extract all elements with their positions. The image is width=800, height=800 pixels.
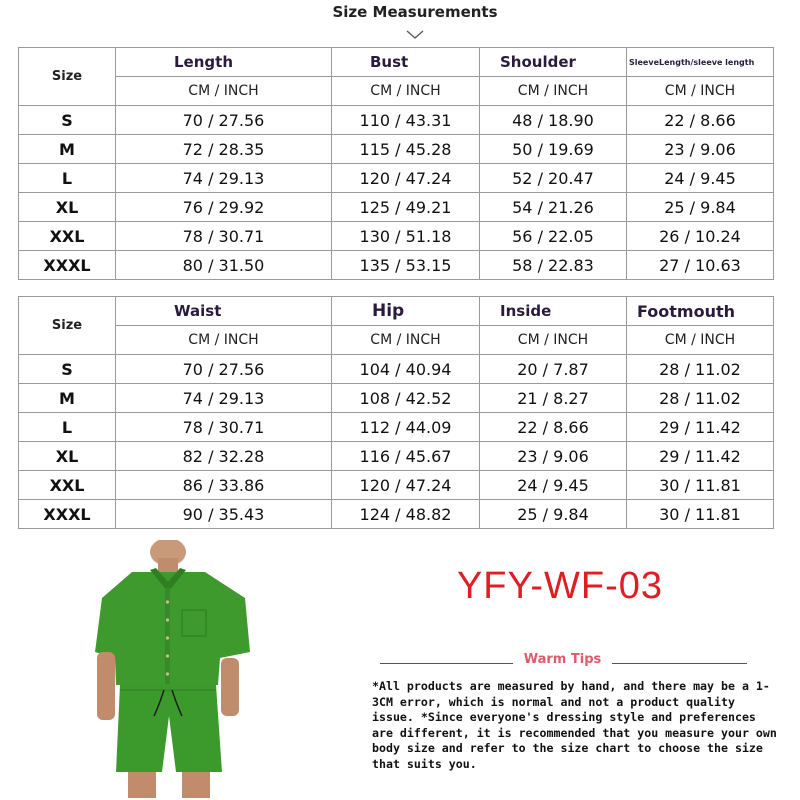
measurement-cell: 24 / 9.45: [480, 471, 627, 500]
table-row: [19, 251, 774, 280]
page-title: Size Measurements: [332, 3, 498, 21]
measurement-cell: 22 / 8.66: [627, 106, 774, 135]
measurement-cell: 48 / 18.90: [480, 106, 627, 135]
warm-tips-text: *All products are measured by hand, and there may be a 1-3CM error, which is normal and not a product quality issue. *Since everyone's dressing style and preferences are different, it is recommended that you measure your own body size and refer to the size chart to choose the size that suits you.: [372, 679, 777, 771]
unit-label: CM / INCH: [332, 326, 480, 355]
size-cell: L: [19, 164, 116, 193]
measurement-cell: 26 / 10.24: [627, 222, 774, 251]
measurement-cell: 120 / 47.24: [332, 471, 480, 500]
size-table-top: [18, 47, 774, 280]
size-table-bottom: [18, 296, 774, 529]
measurement-cell: 110 / 43.31: [332, 106, 480, 135]
unit-label: CM / INCH: [116, 77, 332, 106]
measurement-cell: 76 / 29.92: [116, 193, 332, 222]
header-hip: Hip: [332, 297, 480, 326]
measurement-cell: 120 / 47.24: [332, 164, 480, 193]
measurement-cell: 52 / 20.47: [480, 164, 627, 193]
header-bust: Bust: [332, 48, 480, 77]
measurement-cell: 28 / 11.02: [627, 355, 774, 384]
measurement-cell: 135 / 53.15: [332, 251, 480, 280]
table-row: [19, 164, 774, 193]
measurement-cell: 124 / 48.82: [332, 500, 480, 529]
table-row: [19, 355, 774, 384]
measurement-cell: 28 / 11.02: [627, 384, 774, 413]
warm-tips-title: Warm Tips: [523, 652, 602, 667]
size-cell: XXXL: [19, 251, 116, 280]
measurement-cell: 25 / 9.84: [480, 500, 627, 529]
measurement-cell: 116 / 45.67: [332, 442, 480, 471]
table-row: [19, 222, 774, 251]
size-cell: L: [19, 413, 116, 442]
table-row: [19, 413, 774, 442]
measurement-cell: 70 / 27.56: [116, 106, 332, 135]
measurement-cell: 86 / 33.86: [116, 471, 332, 500]
size-cell: XXL: [19, 471, 116, 500]
size-cell: S: [19, 355, 116, 384]
measurement-cell: 27 / 10.63: [627, 251, 774, 280]
measurement-cell: 112 / 44.09: [332, 413, 480, 442]
table-row: [19, 384, 774, 413]
measurement-cell: 58 / 22.83: [480, 251, 627, 280]
product-code: YFY-WF-03: [456, 565, 664, 607]
unit-label: CM / INCH: [332, 77, 480, 106]
measurement-cell: 50 / 19.69: [480, 135, 627, 164]
size-cell: S: [19, 106, 116, 135]
measurement-cell: 108 / 42.52: [332, 384, 480, 413]
measurement-cell: 30 / 11.81: [627, 500, 774, 529]
table-row: [19, 471, 774, 500]
measurement-cell: 125 / 49.21: [332, 193, 480, 222]
measurement-cell: 23 / 9.06: [480, 442, 627, 471]
table-row: [19, 193, 774, 222]
measurement-cell: 82 / 32.28: [116, 442, 332, 471]
measurement-cell: 20 / 7.87: [480, 355, 627, 384]
measurement-cell: 74 / 29.13: [116, 164, 332, 193]
header-shoulder: Shoulder: [480, 48, 627, 77]
measurement-cell: 78 / 30.71: [116, 222, 332, 251]
measurement-cell: 30 / 11.81: [627, 471, 774, 500]
table-row: [19, 442, 774, 471]
size-cell: M: [19, 384, 116, 413]
divider: [612, 663, 747, 664]
measurement-cell: 56 / 22.05: [480, 222, 627, 251]
header-waist: Waist: [116, 297, 332, 326]
table-row: [19, 106, 774, 135]
size-cell: XL: [19, 193, 116, 222]
header-length: Length: [116, 48, 332, 77]
unit-label: CM / INCH: [480, 326, 627, 355]
measurement-cell: 25 / 9.84: [627, 193, 774, 222]
measurement-cell: 21 / 8.27: [480, 384, 627, 413]
size-header: Size: [19, 297, 116, 355]
measurement-cell: 70 / 27.56: [116, 355, 332, 384]
size-header: Size: [19, 48, 116, 106]
measurement-cell: 78 / 30.71: [116, 413, 332, 442]
header-inside: Inside: [480, 297, 627, 326]
unit-label: CM / INCH: [116, 326, 332, 355]
measurement-cell: 22 / 8.66: [480, 413, 627, 442]
measurement-cell: 29 / 11.42: [627, 442, 774, 471]
unit-label: CM / INCH: [480, 77, 627, 106]
model-photo: [40, 540, 280, 798]
chevron-down-icon: [405, 30, 425, 40]
measurement-cell: 115 / 45.28: [332, 135, 480, 164]
measurement-cell: 23 / 9.06: [627, 135, 774, 164]
table-row: [19, 500, 774, 529]
measurement-cell: 29 / 11.42: [627, 413, 774, 442]
measurement-cell: 130 / 51.18: [332, 222, 480, 251]
measurement-cell: 54 / 21.26: [480, 193, 627, 222]
divider: [380, 663, 513, 664]
measurement-cell: 90 / 35.43: [116, 500, 332, 529]
unit-label: CM / INCH: [627, 77, 774, 106]
header-sleeve-length: SleeveLength/sleeve length: [627, 48, 774, 77]
unit-label: CM / INCH: [627, 326, 774, 355]
header-footmouth: Footmouth: [627, 297, 774, 326]
measurement-cell: 72 / 28.35: [116, 135, 332, 164]
measurement-cell: 24 / 9.45: [627, 164, 774, 193]
size-cell: XXXL: [19, 500, 116, 529]
measurement-cell: 104 / 40.94: [332, 355, 480, 384]
table-row: [19, 135, 774, 164]
measurement-cell: 74 / 29.13: [116, 384, 332, 413]
size-cell: XXL: [19, 222, 116, 251]
size-cell: M: [19, 135, 116, 164]
measurement-cell: 80 / 31.50: [116, 251, 332, 280]
size-cell: XL: [19, 442, 116, 471]
